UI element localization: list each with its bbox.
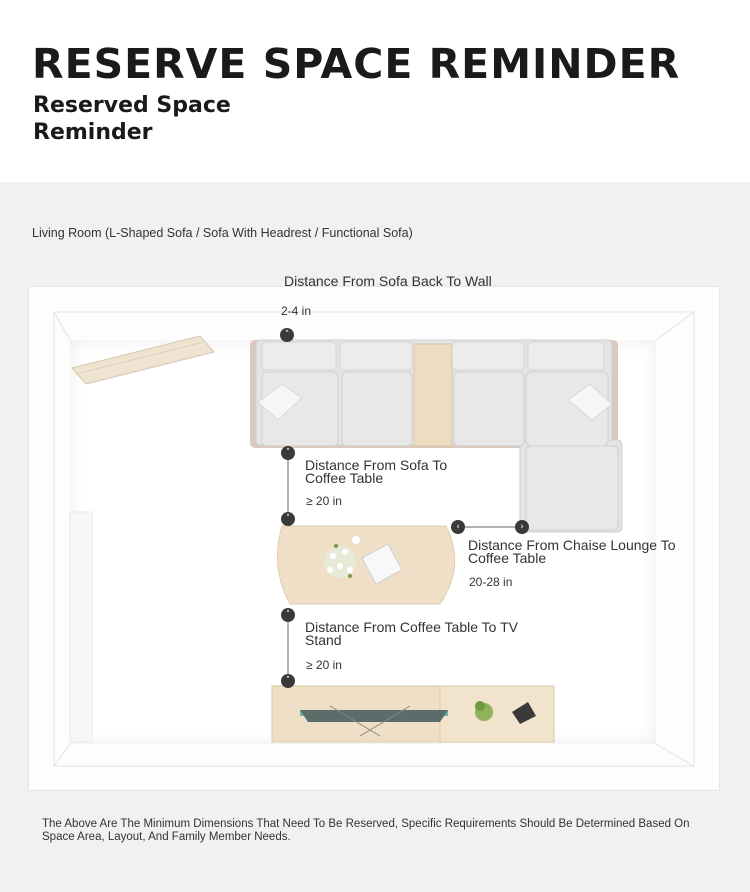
- page-title: RESERVE SPACE REMINDER: [32, 40, 681, 88]
- chevron-up-icon: ˄: [280, 328, 294, 342]
- value-chaise-to-coffee-table: 20-28 in: [469, 575, 513, 589]
- chevron-up-icon: ˄: [281, 446, 295, 460]
- footer-note: The Above Are The Minimum Dimensions That Need To Be Reserved, Specific Requirements Should Be Determined Based On Space Area, Layout, And Family Member Needs.: [42, 818, 690, 843]
- chevron-down-icon: ˅: [281, 674, 295, 688]
- label-chaise-to-coffee-table: Distance From Chaise Lounge To Coffee Table: [468, 537, 676, 566]
- page-subtitle: Reserved Space Reminder: [33, 93, 231, 145]
- tv-stand: [272, 686, 554, 742]
- coffee-table: [278, 526, 455, 604]
- label-sofa-to-coffee-table: Distance From Sofa To Coffee Table: [305, 457, 448, 486]
- value-coffee-table-to-tv-stand: ≥ 20 in: [306, 658, 342, 672]
- wall-door: [70, 512, 92, 742]
- value-sofa-to-coffee-table: ≥ 20 in: [306, 494, 342, 508]
- window-shelf: [72, 336, 214, 384]
- room-label: Living Room (L-Shaped Sofa / Sofa With Headrest / Functional Sofa): [32, 226, 413, 240]
- chevron-down-icon: ˅: [281, 512, 295, 526]
- label-coffee-table-to-tv-stand: Distance From Coffee Table To TV Stand: [305, 619, 518, 648]
- value-sofa-back-to-wall: 2-4 in: [281, 304, 312, 318]
- label-sofa-back-to-wall: Distance From Sofa Back To Wall: [284, 273, 492, 289]
- chevron-right-icon: ›: [515, 520, 529, 534]
- chevron-left-icon: ‹: [451, 520, 465, 534]
- chevron-up-icon: ˄: [281, 608, 295, 622]
